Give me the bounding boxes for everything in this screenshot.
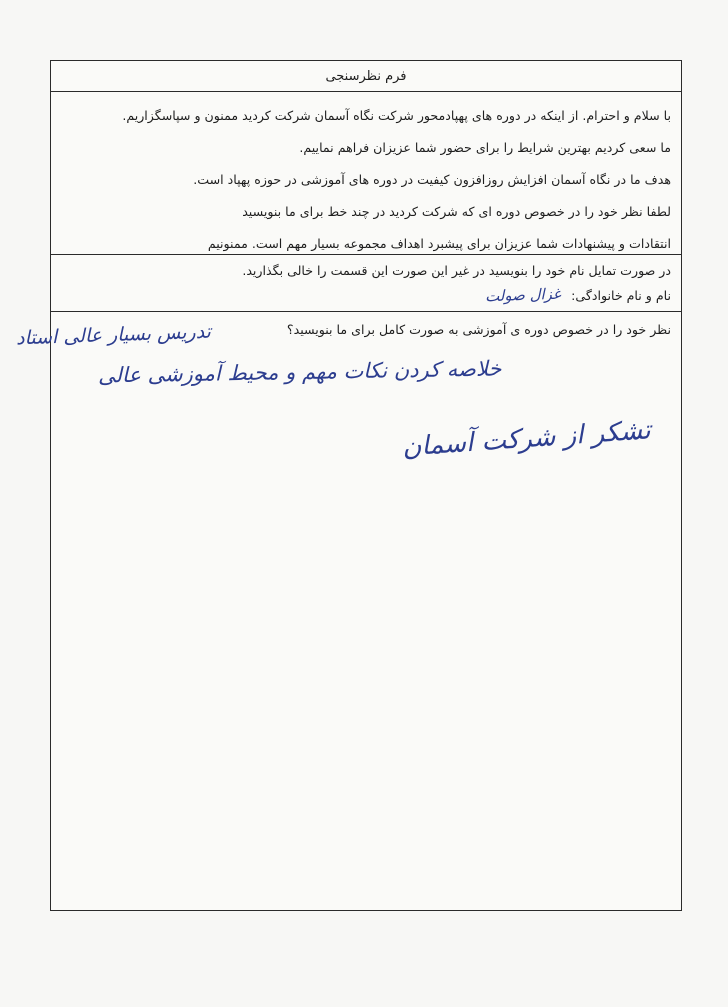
intro-line: لطفا نظر خود را در خصوص دوره ای که شرکت کردید در چند خط برای ما بنویسید xyxy=(242,204,671,219)
handwritten-comment-line: تدریس بسیار عالی استاد xyxy=(15,320,212,350)
handwritten-comment-line: خلاصه کردن نکات مهم و محیط آموزشی عالی xyxy=(97,356,502,388)
intro-line: هدف ما در نگاه آسمان افزایش روزافزون کیفیت در دوره های آموزشی در حوزه پهپاد است. xyxy=(193,172,671,187)
comment-question: نظر خود را در خصوص دوره ی آموزشی به صورت کامل برای ما بنویسید؟ xyxy=(286,322,671,337)
name-section xyxy=(51,255,681,312)
intro-section xyxy=(51,92,681,255)
handwritten-comment-line: تشکر از شرکت آسمان xyxy=(401,415,652,463)
form-title xyxy=(51,61,681,92)
intro-line: ما سعی کردیم بهترین شرایط را برای حضور شما عزیزان فراهم نماییم. xyxy=(299,140,671,155)
intro-line: با سلام و احترام. از اینکه در دوره های پهپادمحور شرکت نگاه آسمان شرکت کردید ممنون و سپاسگزاریم. xyxy=(122,108,671,123)
handwritten-name: غزال صولت xyxy=(485,284,562,306)
name-field xyxy=(61,283,671,308)
form-title-text: فرم نظرسنجی xyxy=(325,69,407,84)
intro-line: انتقادات و پیشنهادات شما عزیزان برای پیشبرد اهداف مجموعه بسیار مهم است. ممنونیم xyxy=(207,236,671,251)
survey-form xyxy=(15,60,682,911)
comment-section xyxy=(15,312,681,910)
name-label: نام و نام خانوادگی: xyxy=(571,288,671,303)
name-instruction: در صورت تمایل نام خود را بنویسید در غیر این صورت این قسمت را خالی بگذارید. xyxy=(242,263,671,278)
